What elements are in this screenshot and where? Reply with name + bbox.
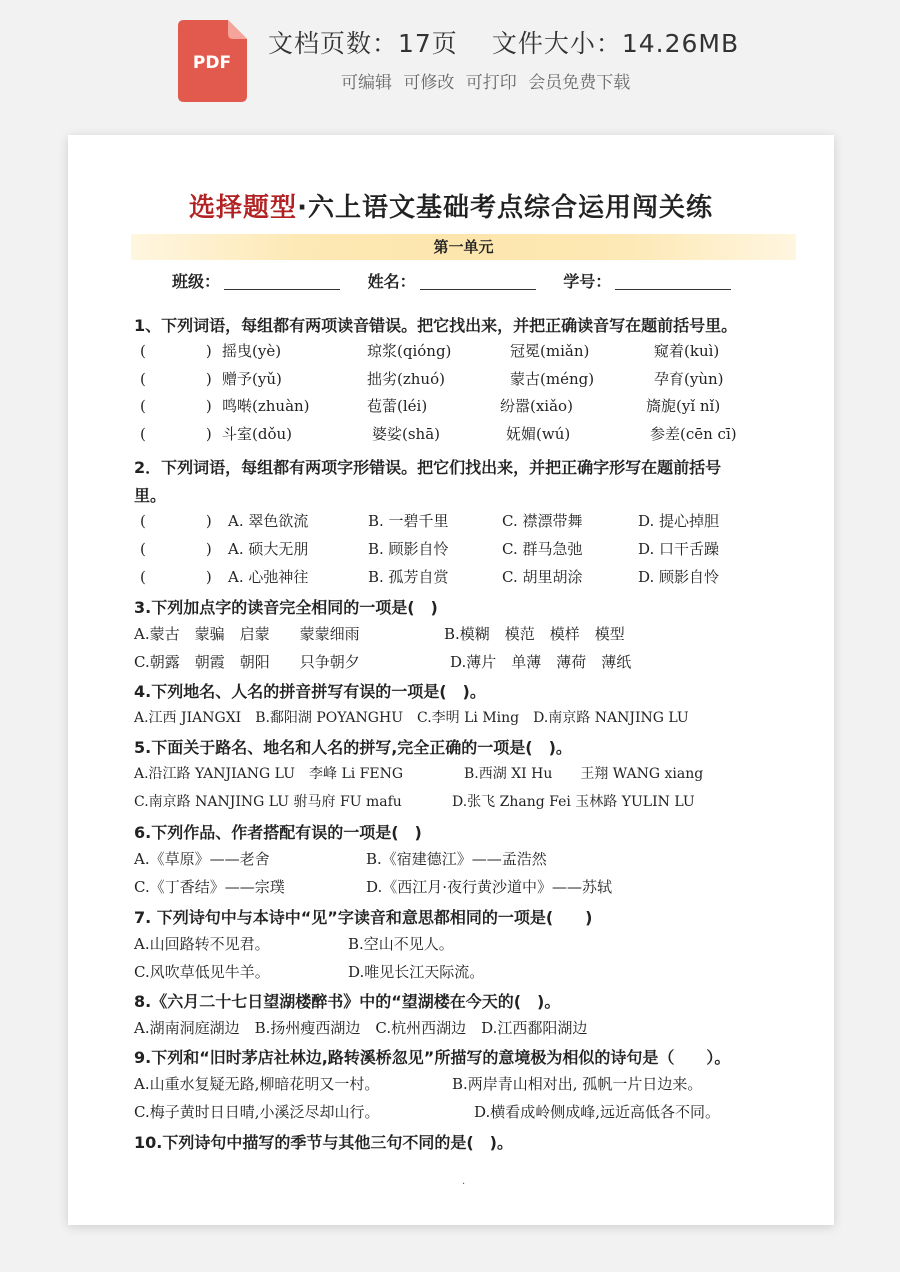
option-c: C.风吹草低见牛羊。 bbox=[134, 963, 270, 981]
title-text: ·六上语文基础考点综合运用闯关练 bbox=[297, 193, 713, 223]
class-field bbox=[172, 269, 340, 292]
option-d: D. 顾影自怜 bbox=[638, 568, 720, 586]
option-c: 纷嚣(xiǎo) bbox=[500, 397, 573, 415]
download-header bbox=[0, 0, 900, 130]
option-a: A.沿江路 YANJIANG LU 李峰 Li FENG bbox=[134, 766, 404, 782]
option-c: C.南京路 NANJING LU 驸马府 FU mafu bbox=[134, 794, 402, 810]
title-highlight: 选择题型 bbox=[189, 193, 298, 223]
question-1-row bbox=[134, 340, 814, 362]
question-2-row bbox=[134, 510, 814, 532]
option-b: 婆娑(shā) bbox=[372, 425, 441, 443]
question-7-stem: 7. 下列诗句中与本诗中“见”字读音和意思都相同的一项是( ) bbox=[134, 908, 593, 927]
option-a: 摇曳(yè) bbox=[222, 342, 282, 360]
question-10-stem: 10.下列诗句中描写的季节与其他三句不同的是( )。 bbox=[134, 1133, 513, 1152]
option-c: C. 群马急弛 bbox=[502, 540, 583, 558]
question-3-stem: 3.下列加点字的读音完全相同的一项是( ) bbox=[134, 598, 438, 617]
option-b: B. 孤芳自赏 bbox=[368, 568, 449, 586]
name-label: 姓名： bbox=[367, 272, 416, 291]
page-mark: · bbox=[462, 1179, 466, 1190]
option-b: B.两岸青山相对出, 孤帆一片日边来。 bbox=[452, 1075, 703, 1093]
option-c: 冠冕(miǎn) bbox=[510, 342, 590, 360]
option-c: C. 襟漂带舞 bbox=[502, 512, 583, 530]
option-b: B.空山不见人。 bbox=[348, 935, 454, 953]
question-6-stem: 6.下列作品、作者搭配有误的一项是( ) bbox=[134, 823, 422, 842]
answer-paren: ( ) bbox=[140, 512, 212, 530]
question-9-row bbox=[134, 1073, 814, 1095]
option-c: C.朝露 朝霞 朝阳 只争朝夕 bbox=[134, 653, 360, 671]
answer-paren: ( ) bbox=[140, 568, 212, 586]
question-3-row bbox=[134, 623, 814, 645]
question-5-row bbox=[134, 763, 814, 785]
page-title bbox=[68, 187, 834, 224]
feature-list: 可编辑 可修改 可打印 会员免费下载 bbox=[341, 73, 631, 93]
option-b: B.西湖 XI Hu 王翔 WANG xiang bbox=[464, 766, 704, 782]
question-4-options: A.江西 JIANGXI B.鄱阳湖 POYANGHU C.李明 Li Ming D.南京路 NANJING LU bbox=[134, 710, 689, 726]
option-a: A.山回路转不见君。 bbox=[134, 935, 270, 953]
question-7-row bbox=[134, 961, 814, 983]
class-label: 班级： bbox=[172, 272, 221, 291]
question-1-stem: 1、下列词语，每组都有两项读音错误。把它找出来，并把正确读音写在题前括号里。 bbox=[134, 316, 738, 335]
option-b: B. 一碧千里 bbox=[368, 512, 449, 530]
file-meta bbox=[268, 24, 739, 60]
pdf-file-icon bbox=[178, 20, 247, 102]
question-5-stem: 5.下面关于路名、地名和人名的拼写,完全正确的一项是( )。 bbox=[134, 738, 572, 757]
question-5-row bbox=[134, 791, 814, 813]
option-d: D. 提心掉胆 bbox=[638, 512, 720, 530]
option-c: C.《丁香结》——宗璞 bbox=[134, 878, 285, 896]
option-d: D.横看成岭侧成峰,远近高低各不同。 bbox=[474, 1103, 721, 1121]
question-2-row bbox=[134, 538, 814, 560]
question-2-stem: 2．下列词语，每组都有两项字形错误。把它们找出来，并把正确字形写在题前括号 bbox=[134, 458, 722, 477]
question-6-row bbox=[134, 848, 814, 870]
question-8-options: A.湖南洞庭湖边 B.扬州瘦西湖边 C.杭州西湖边 D.江西鄱阳湖边 bbox=[134, 1019, 588, 1037]
option-a: 鸣啭(zhuàn) bbox=[222, 397, 310, 415]
option-b: 琼浆(qióng) bbox=[367, 342, 452, 360]
answer-paren: ( ) bbox=[140, 425, 212, 443]
option-c: 蒙古(méng) bbox=[510, 370, 595, 388]
id-field bbox=[563, 269, 731, 292]
answer-paren: ( ) bbox=[140, 370, 212, 388]
option-b: B.《宿建德江》——孟浩然 bbox=[366, 850, 547, 868]
question-2-stem-cont: 里。 bbox=[134, 486, 167, 505]
question-1-row bbox=[134, 395, 814, 417]
question-7-row bbox=[134, 933, 814, 955]
option-d: 孕育(yùn) bbox=[654, 370, 724, 388]
option-a: A.山重水复疑无路,柳暗花明又一村。 bbox=[134, 1075, 380, 1093]
answer-paren: ( ) bbox=[140, 342, 212, 360]
option-a: A. 翠色欲流 bbox=[228, 512, 309, 530]
name-blank bbox=[420, 275, 536, 290]
option-c: C.梅子黄时日日晴,小溪泛尽却山行。 bbox=[134, 1103, 380, 1121]
option-d: D.唯见长江天际流。 bbox=[348, 963, 485, 981]
question-2-row bbox=[134, 566, 814, 588]
student-info-row bbox=[172, 269, 753, 292]
id-blank bbox=[615, 275, 731, 290]
option-b: 拙劣(zhuó) bbox=[367, 370, 445, 388]
file-size: 文件大小：14.26MB bbox=[491, 29, 740, 58]
option-b: 苞蕾(léi) bbox=[367, 397, 428, 415]
id-label: 学号： bbox=[563, 272, 612, 291]
question-9-stem: 9.下列和“旧时茅店社林边,路转溪桥忽见”所描写的意境极为相似的诗句是（ ）。 bbox=[134, 1048, 731, 1067]
question-1-row bbox=[134, 368, 814, 390]
answer-paren: ( ) bbox=[140, 397, 212, 415]
class-blank bbox=[224, 275, 340, 290]
question-1-row bbox=[134, 423, 814, 445]
question-4-stem: 4.下列地名、人名的拼音拼写有误的一项是( )。 bbox=[134, 682, 486, 701]
page-count: 文档页数：17页 bbox=[268, 29, 458, 58]
option-d: D. 口干舌躁 bbox=[638, 540, 720, 558]
question-3-row bbox=[134, 651, 814, 673]
option-d: 参差(cēn cī) bbox=[650, 425, 737, 443]
option-b: B.模糊 模范 模样 模型 bbox=[444, 625, 625, 643]
name-field bbox=[368, 269, 536, 292]
option-a: 赠予(yǔ) bbox=[222, 370, 282, 388]
option-d: 旖旎(yǐ nǐ) bbox=[646, 397, 721, 415]
option-d: D.《西江月·夜行黄沙道中》——苏轼 bbox=[366, 878, 613, 896]
question-6-row bbox=[134, 876, 814, 898]
option-c: C. 胡里胡涂 bbox=[502, 568, 583, 586]
worksheet-page bbox=[68, 135, 834, 1225]
option-a: A.《草原》——老舍 bbox=[134, 850, 270, 868]
option-a: A. 硕大无朋 bbox=[228, 540, 309, 558]
option-d: D.薄片 单薄 薄荷 薄纸 bbox=[450, 653, 632, 671]
option-d: 窥着(kuì) bbox=[654, 342, 720, 360]
option-b: B. 顾影自怜 bbox=[368, 540, 449, 558]
question-9-row bbox=[134, 1101, 814, 1123]
pdf-label: PDF bbox=[192, 53, 232, 73]
option-a: 斗室(dǒu) bbox=[222, 425, 292, 443]
question-8-stem: 8.《六月二十七日望湖楼醉书》中的“望湖楼在今天的( )。 bbox=[134, 992, 561, 1011]
option-a: A. 心弛神往 bbox=[228, 568, 309, 586]
unit-banner: 第一单元 bbox=[131, 234, 796, 260]
option-d: D.张飞 Zhang Fei 玉林路 YULIN LU bbox=[452, 794, 695, 810]
option-c: 妩媚(wú) bbox=[506, 425, 571, 443]
answer-paren: ( ) bbox=[140, 540, 212, 558]
option-a: A.蒙古 蒙骗 启蒙 蒙蒙细雨 bbox=[134, 625, 360, 643]
